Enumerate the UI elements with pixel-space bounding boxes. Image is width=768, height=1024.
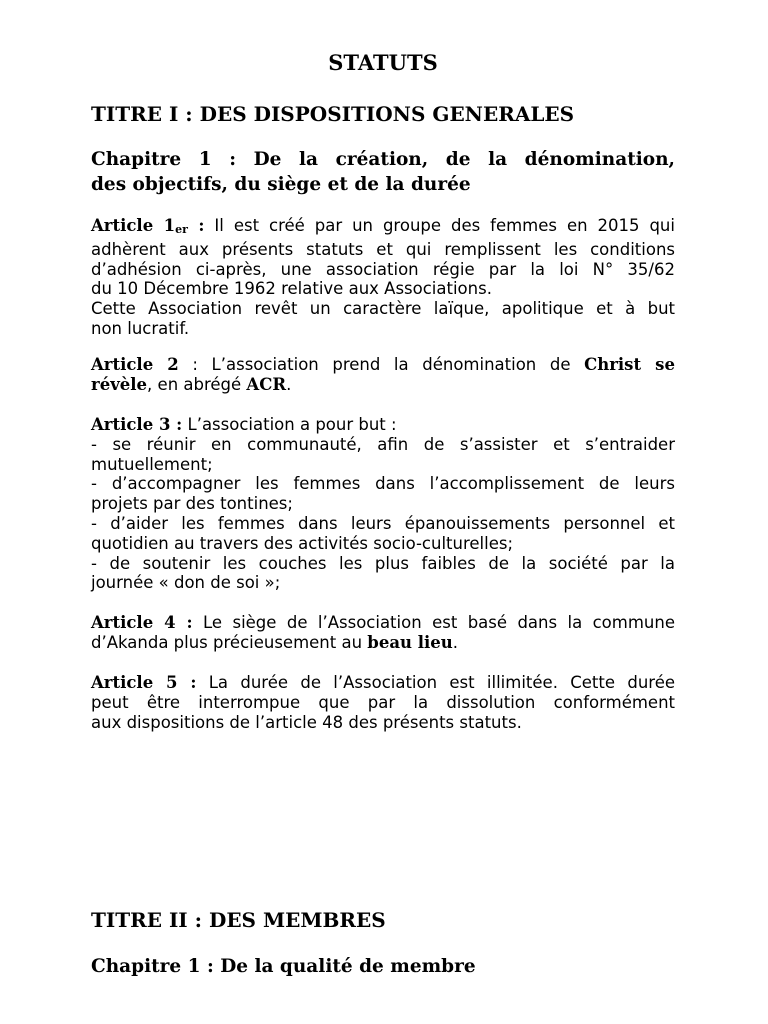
chapitre-1-heading: [91, 147, 675, 197]
association-name-part-2: révèle: [91, 374, 148, 394]
seat-location: beau lieu: [367, 632, 453, 652]
chapitre-1-line-2: des objectifs, du siège et de la durée: [91, 174, 471, 195]
chapitre-1-line-1: Chapitre 1 : De la création, de la dénomination,: [91, 149, 675, 170]
chapitre-2-heading: Chapitre 1 : De la qualité de membre: [91, 956, 476, 977]
article-3: [91, 415, 675, 593]
article-3-label: Article 3 :: [91, 415, 183, 434]
article-3-line-7: quotidien au travers des activités socio-culturelles;: [91, 533, 514, 553]
article-3-line-5: projets par des tontines;: [91, 494, 293, 514]
article-2-line-1: Article 2 : L’association prend la dénomination de Christ se: [91, 355, 675, 374]
association-abbreviation: ACR: [246, 374, 287, 394]
article-1-line-6: non lucratif.: [91, 318, 190, 338]
article-3-line-2: - se réunir en communauté, afin de s’assister et s’entraider: [91, 434, 675, 454]
article-3-line-6: - d’aider les femmes dans leurs épanouissements personnel et: [91, 513, 675, 533]
article-1-line-3: d’adhésion ci-après, une association régie par la loi N° 35/62: [91, 259, 675, 279]
article-1-line-1: Article 1er : Il est créé par un groupe des femmes en 2015 qui: [91, 216, 675, 236]
article-1-line-4: du 10 Décembre 1962 relative aux Associations.: [91, 279, 492, 299]
article-5-line-1: Article 5 : La durée de l’Association est illimitée. Cette durée: [91, 673, 676, 692]
article-3-line-8: - de soutenir les couches les plus faibles de la société par la: [91, 553, 675, 573]
article-4-label: Article 4 :: [91, 613, 193, 632]
article-4-line-1: Article 4 : Le siège de l’Association est basé dans la commune: [91, 613, 675, 632]
document-title: STATUTS: [328, 50, 438, 75]
article-5-line-3: aux dispositions de l’article 48 des présents statuts.: [91, 712, 522, 732]
association-name-part-1: Christ se: [584, 355, 675, 374]
article-3-line-1: Article 3 : L’association a pour but :: [91, 415, 397, 434]
article-2-label: Article 2: [91, 355, 179, 374]
article-2-line-2: révèle, en abrégé ACR.: [91, 374, 292, 394]
article-4-line-2: d’Akanda plus précieusement au beau lieu.: [91, 632, 459, 652]
article-4: [91, 613, 675, 653]
article-5-line-2: peut être interrompue que par la dissolution conformément: [91, 692, 675, 712]
article-3-line-4: - d’accompagner les femmes dans l’accomplissement de leurs: [91, 474, 675, 494]
article-1: [91, 216, 675, 339]
article-3-line-9: journée « don de soi »;: [91, 573, 281, 593]
article-1-label: Article 1er :: [91, 216, 205, 236]
article-2: [91, 355, 675, 395]
article-3-line-3: mutuellement;: [91, 454, 213, 474]
article-1-line-2: adhèrent aux présents statuts et qui remplissent les conditions: [91, 239, 675, 259]
article-1-line-5: Cette Association revêt un caractère laïque, apolitique et à but: [91, 299, 675, 319]
article-5: [91, 673, 675, 732]
titre-1-heading: TITRE I : DES DISPOSITIONS GENERALES: [91, 102, 575, 126]
article-5-label: Article 5 :: [91, 673, 197, 692]
titre-2-heading: TITRE II : DES MEMBRES: [91, 908, 386, 932]
